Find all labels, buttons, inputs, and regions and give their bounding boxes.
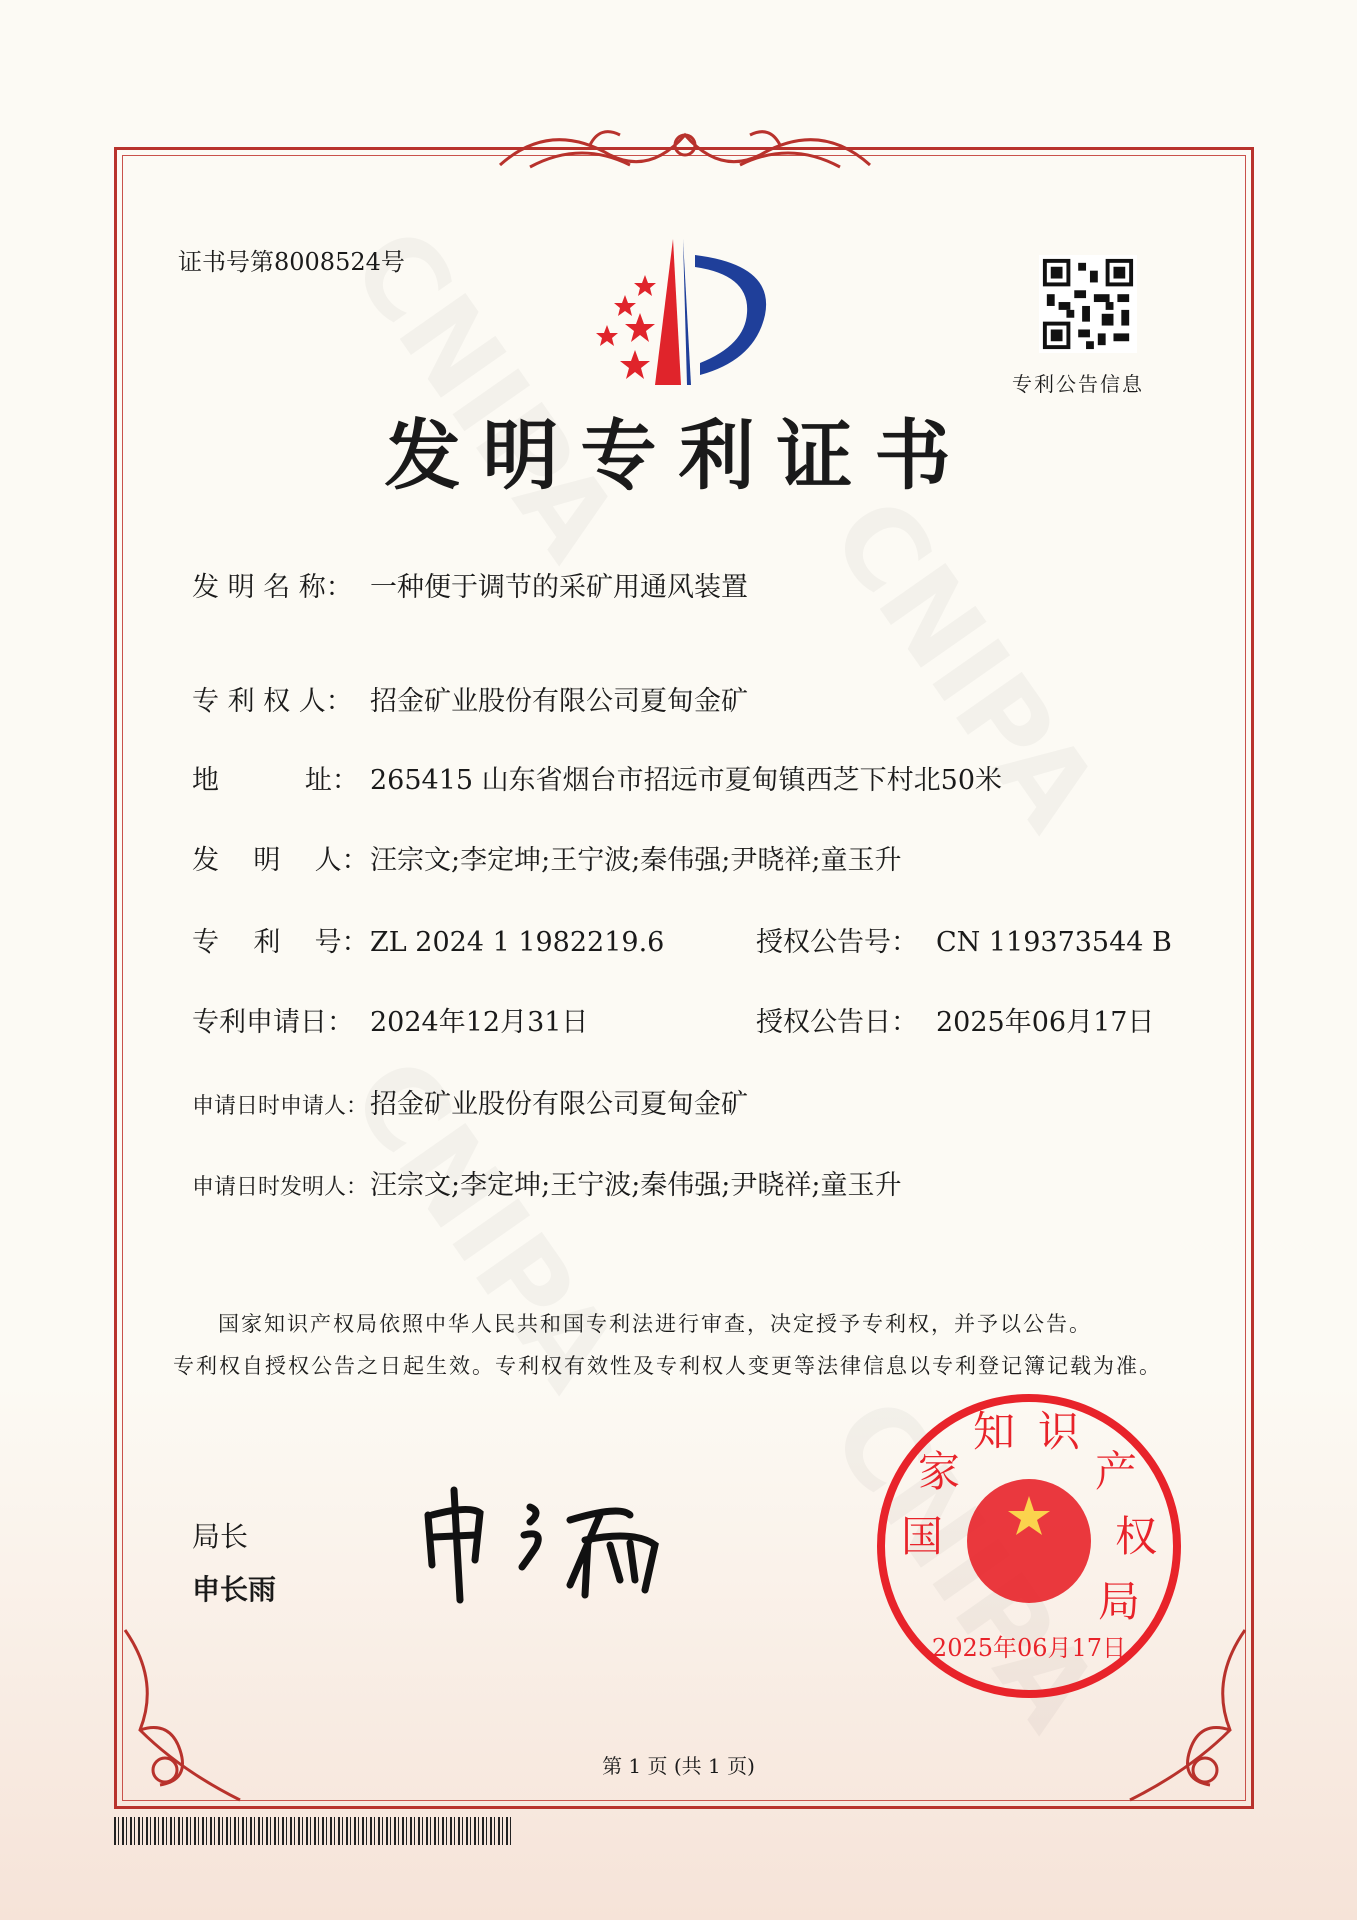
official-seal: [874, 1391, 1184, 1701]
qr-label: 专利公告信息: [1012, 372, 1144, 396]
field-filing-date: 专利申请日： 2024年12月31日: [192, 1007, 589, 1038]
field-grant-publication-number: 授权公告号： CN 119373544 B: [756, 927, 1172, 958]
field-grant-publication-date: 授权公告日： 2025年06月17日: [756, 1007, 1155, 1038]
top-ornament: [490, 115, 880, 180]
corner-ornament: [120, 1620, 250, 1810]
qr-code[interactable]: [1039, 255, 1137, 353]
notice-line: 国家知识产权局依照中华人民共和国专利法进行审查，决定授予专利权，并予以公告。: [218, 1312, 1092, 1336]
barcode: [114, 1817, 512, 1845]
signatory-title: 局长: [192, 1520, 249, 1553]
svg-text:局: 局: [1097, 1577, 1141, 1626]
field-inventor-at-filing: 申请日时发明人：汪宗文;李定坤;王宁波;秦伟强;尹晓祥;童玉升: [192, 1170, 902, 1201]
svg-text:权: 权: [1114, 1512, 1158, 1561]
field-patentee: 专 利 权 人： 招金矿业股份有限公司夏甸金矿: [192, 686, 748, 717]
field-applicant-at-filing: 申请日时申请人：招金矿业股份有限公司夏甸金矿: [192, 1089, 748, 1120]
handwritten-signature: [420, 1485, 700, 1605]
cnipa-logo: [585, 235, 785, 395]
field-inventors: 发 明 人：汪宗文;李定坤;王宁波;秦伟强;尹晓祥;童玉升: [192, 845, 902, 876]
svg-text:家: 家: [917, 1447, 961, 1496]
field-invention-name: 发 明 名 称： 一种便于调节的采矿用通风装置: [192, 572, 748, 603]
svg-text:知: 知: [972, 1407, 1016, 1456]
page-title: 发明专利证书: [384, 411, 973, 500]
certificate-number: 证书号第8008524号: [178, 248, 405, 276]
svg-text:产: 产: [1094, 1447, 1138, 1496]
page-number: 第 1 页 (共 1 页): [602, 1754, 755, 1778]
signatory-name: 申长雨: [192, 1573, 277, 1606]
svg-text:国: 国: [900, 1512, 944, 1561]
svg-text:识: 识: [1037, 1407, 1081, 1456]
field-patent-number: 专 利 号：ZL 2024 1 1982219.6: [192, 927, 665, 958]
field-address: 地 址： 265415 山东省烟台市招远市夏甸镇西芝下村北50米: [192, 765, 1003, 796]
seal-date: 2025年06月17日: [931, 1634, 1127, 1662]
notice-line: 专利权自授权公告之日起生效。专利权有效性及专利权人变更等法律信息以专利登记簿记载为准。: [173, 1354, 1162, 1378]
